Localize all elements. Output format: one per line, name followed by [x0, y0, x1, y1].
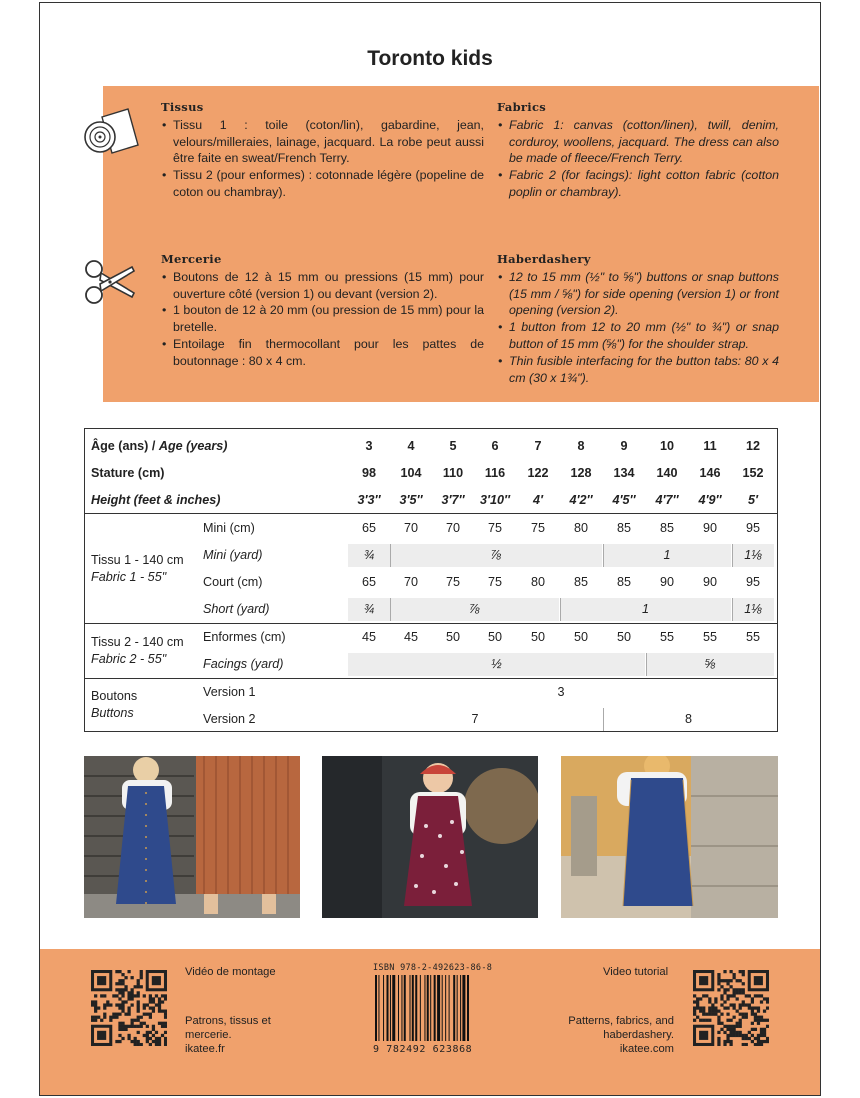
barcode-icon	[373, 975, 503, 1043]
table-row-court-cm: Court (cm) 65 70 75 75 80 85 85 90 90 95	[85, 569, 777, 596]
age-cell: 3	[365, 439, 373, 453]
fabrics-en-block	[497, 99, 779, 201]
stature-cell: 146	[699, 466, 721, 480]
list-item: • 12 to 15 mm (½" to ⅝") buttons or snap buttons (15 mm / ⅝") for side opening (version 1) or front opening (version 2).	[497, 269, 779, 319]
height-cell: 4′9″	[698, 493, 722, 507]
pattern-back-cover	[39, 2, 821, 1096]
age-cell: 6	[491, 439, 499, 453]
mini-cm-cell: 70	[445, 521, 460, 535]
barcode-number: 9 782492 623868	[373, 1044, 473, 1055]
list-item: • 1 button from 12 to 20 mm (½" to ¾") or snap button of 15 mm (⅝") for the shoulder strap.	[497, 319, 779, 353]
height-cell: 5′	[747, 493, 759, 507]
stature-label: Stature (cm)	[91, 466, 165, 480]
age-cell: 8	[577, 439, 585, 453]
fabrics-fr-heading: Tissus	[161, 100, 204, 114]
facings-cm-cell: 45	[403, 630, 418, 644]
facings-yard-cell: ½	[491, 657, 502, 671]
age-cell: 7	[534, 439, 542, 453]
height-cell: 3′7″	[441, 493, 465, 507]
height-cell: 3′5″	[399, 493, 423, 507]
photo-denim-dress-front	[84, 756, 300, 918]
court-cm-cell: 65	[361, 575, 376, 589]
age-cell: 12	[745, 439, 760, 453]
table-row-facings-cm: Enformes (cm) 45 45 50 50 50 50 50 55 55 55	[85, 624, 777, 651]
version2-cell: 7	[471, 712, 479, 726]
mini-yard-cell: ¾	[363, 548, 375, 562]
mini-cm-cell: 90	[702, 521, 717, 535]
table-row-stature	[85, 460, 777, 487]
mini-cm-cell: 75	[530, 521, 545, 535]
fabric1-label: Tissu 1 - 140 cm Fabric 1 - 55"	[91, 553, 184, 584]
short-yard-cell: ⅞	[469, 602, 480, 616]
list-item: • Tissu 1 : toile (coton/lin), gabardine, jean, velours/milleraies, lainage, jacquard. La robe peut aussi être faite en sweat/French Terry.	[161, 117, 484, 167]
list-item: • Tissu 2 (pour enformes) : cotonnade légère (popeline de coton ou chambray).	[161, 167, 484, 201]
mini-cm-cell: 85	[616, 521, 631, 535]
mini-yard-cell: 1	[663, 548, 671, 562]
age-cell: 5	[449, 439, 457, 453]
short-yard-cell: 1⅛	[744, 602, 762, 616]
height-cell: 4′	[532, 493, 544, 507]
facings-cm-cell: 50	[530, 630, 545, 644]
height-cell: 4′5″	[612, 493, 636, 507]
site-link-fr[interactable]: ikatee.fr	[185, 1043, 225, 1055]
age-cell: 11	[703, 439, 717, 453]
facings-cm-cell: 55	[702, 630, 717, 644]
mini-cm-cell: 80	[573, 521, 588, 535]
mini-cm-cell: 85	[659, 521, 674, 535]
table-row-mini-yard: Mini (yard) ¾ ⅞ 1 1⅛	[85, 542, 777, 569]
version1-cell: 3	[557, 685, 565, 699]
facings-cm-cell: 55	[745, 630, 760, 644]
mini-yard-cell: ⅞	[490, 548, 502, 562]
stature-cell: 116	[484, 466, 506, 480]
court-cm-cell: 90	[659, 575, 674, 589]
table-row-age	[85, 433, 777, 460]
buttons-label: Boutons Buttons	[91, 689, 138, 720]
photo-print-dress	[322, 756, 538, 918]
size-yardage-table	[84, 428, 778, 732]
list-item: • 1 bouton de 12 à 20 mm (ou pression de 15 mm) pour la bretelle.	[161, 302, 484, 336]
facings-cm-cell: 45	[361, 630, 376, 644]
facings-yard-cell: ⅝	[704, 657, 716, 671]
mini-yard-cell: 1⅛	[744, 548, 762, 562]
facings-cm-cell: 50	[616, 630, 631, 644]
stature-cell: 104	[400, 466, 422, 480]
court-cm-cell: 85	[573, 575, 588, 589]
stature-cell: 122	[527, 466, 549, 480]
fabrics-fr-block	[161, 99, 484, 201]
fabrics-en-heading: Fabrics	[497, 100, 547, 114]
short-yard-cell: ¾	[363, 602, 375, 616]
court-cm-cell: 80	[530, 575, 545, 589]
table-row-mini-cm: Mini (cm) 65 70 70 75 75 80 85 85 90 95	[85, 515, 777, 542]
photo-denim-dress-back	[561, 756, 778, 918]
facings-cm-cell: 55	[659, 630, 674, 644]
stature-cell: 110	[442, 466, 464, 480]
mini-cm-cell: 65	[361, 521, 376, 535]
age-cell: 9	[620, 439, 628, 453]
stature-cell: 152	[742, 466, 764, 480]
height-label: Height (feet & inches)	[91, 493, 221, 507]
court-cm-cell: 90	[702, 575, 717, 589]
table-row-version2: Version 2 7 8	[85, 706, 777, 733]
mini-cm-cell: 95	[745, 521, 760, 535]
stature-cell: 134	[613, 466, 635, 480]
list-item: • Boutons de 12 à 15 mm ou pressions (15 mm) pour ouverture côté (version 1) ou devant (version 2).	[161, 269, 484, 303]
shop-text-fr: Patrons, tissus et mercerie.	[185, 1015, 271, 1041]
facings-cm-cell: 50	[487, 630, 502, 644]
haberdashery-fr-block	[161, 251, 484, 370]
page-title: Toronto kids	[367, 47, 493, 70]
stature-cell: 140	[656, 466, 678, 480]
height-cell: 4′2″	[569, 493, 593, 507]
mini-cm-cell: 75	[487, 521, 502, 535]
site-link-en[interactable]: ikatee.com	[619, 1043, 674, 1055]
court-cm-cell: 85	[616, 575, 631, 589]
facings-cm-cell: 50	[445, 630, 460, 644]
table-row-short-yard: Short (yard) ¾ ⅞ 1 1⅛	[85, 596, 777, 623]
list-item: • Fabric 1: canvas (cotton/linen), twill, denim, corduroy, woollens, jacquard. The dress can also be made of fleece/French Terry.	[497, 117, 779, 167]
isbn-text: ISBN 978-2-492623-86-8	[373, 963, 493, 973]
shop-text-en: Patterns, fabrics, and haberdashery.	[568, 1015, 674, 1041]
scissors-icon	[80, 253, 140, 313]
qr-code-icon[interactable]	[91, 970, 167, 1046]
age-cell: 4	[407, 439, 415, 453]
table-row-facings-yard: Facings (yard) ½ ⅝	[85, 651, 777, 678]
fabric-roll-icon	[80, 103, 140, 163]
court-cm-cell: 75	[487, 575, 502, 589]
mini-cm-cell: 70	[403, 521, 418, 535]
table-row-height	[85, 487, 777, 514]
court-cm-cell: 95	[745, 575, 760, 589]
divider	[85, 513, 777, 514]
stature-cell: 98	[361, 466, 376, 480]
height-cell: 3′10″	[479, 493, 511, 507]
age-label: Âge (ans) / Age (years)	[91, 439, 228, 453]
list-item: • Thin fusible interfacing for the button tabs: 80 x 4 cm (30 x 1¾").	[497, 353, 779, 387]
height-cell: 4′7″	[655, 493, 679, 507]
haberdashery-en-block	[497, 251, 779, 386]
list-item: • Entoilage fin thermocollant pour les pattes de boutonnage : 80 x 4 cm.	[161, 336, 484, 370]
stature-cell: 128	[570, 466, 592, 480]
height-cell: 3′3″	[357, 493, 381, 507]
short-yard-cell: 1	[641, 602, 649, 616]
haberdashery-fr-heading: Mercerie	[161, 252, 222, 266]
version2-cell: 8	[684, 712, 692, 726]
table-row-version1: Version 1 3	[85, 679, 777, 706]
court-cm-cell: 70	[403, 575, 418, 589]
list-item: • Fabric 2 (for facings): light cotton fabric (cotton poplin or chambray).	[497, 167, 779, 201]
qr-code-icon[interactable]	[693, 970, 769, 1046]
age-cell: 10	[659, 439, 674, 453]
court-cm-cell: 75	[445, 575, 460, 589]
video-link-fr[interactable]: Vidéo de montage	[185, 966, 276, 978]
footer-panel	[40, 949, 820, 1096]
haberdashery-en-heading: Haberdashery	[497, 252, 591, 266]
fabric2-label: Tissu 2 - 140 cm Fabric 2 - 55"	[91, 635, 184, 666]
facings-cm-cell: 50	[573, 630, 588, 644]
video-link-en[interactable]: Video tutorial	[603, 966, 669, 978]
